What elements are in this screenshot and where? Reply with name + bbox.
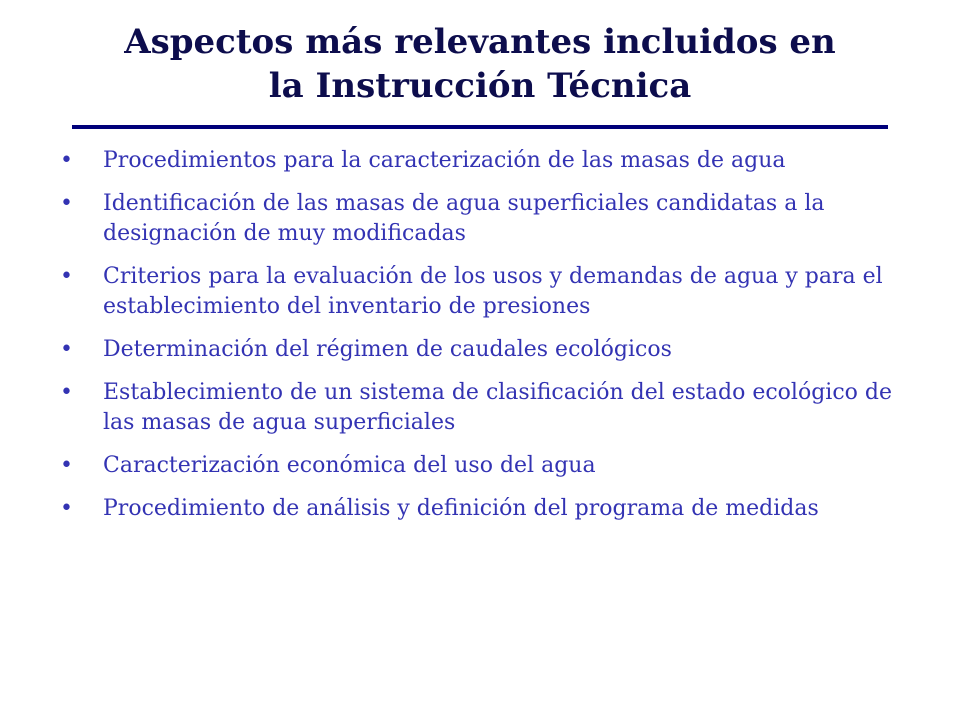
bullet-icon: • xyxy=(60,148,73,173)
bullet-item xyxy=(60,262,930,322)
bullet-icon: • xyxy=(60,264,73,289)
bullet-icon: • xyxy=(60,496,73,521)
title-line-1: Aspectos más relevantes incluidos en xyxy=(124,22,836,62)
bullet-item xyxy=(60,146,930,176)
bullet-text: Procedimiento de análisis y definición del programa de medidas xyxy=(103,496,819,521)
bullet-icon: • xyxy=(60,191,73,216)
bullet-item xyxy=(60,335,930,365)
bullet-text: Determinación del régimen de caudales ecológicos xyxy=(103,337,672,362)
bullet-item xyxy=(60,494,930,524)
bullet-item xyxy=(60,378,930,438)
bullet-icon: • xyxy=(60,453,73,478)
bullet-item xyxy=(60,451,930,481)
bullet-item xyxy=(60,189,930,249)
bullet-text: Identificación de las masas de agua superficiales candidatas a la designación de muy modificadas xyxy=(103,191,825,246)
bullet-list xyxy=(60,146,930,537)
bullet-icon: • xyxy=(60,337,73,362)
title-line-2: la Instrucción Técnica xyxy=(268,66,692,106)
bullet-text: Procedimientos para la caracterización de las masas de agua xyxy=(103,148,786,173)
title-underline xyxy=(72,125,888,129)
bullet-text: Criterios para la evaluación de los usos y demandas de agua y para el establecimiento del inventario de presiones xyxy=(103,264,883,319)
bullet-text: Establecimiento de un sistema de clasificación del estado ecológico de las masas de agua superficiales xyxy=(103,380,892,435)
bullet-icon: • xyxy=(60,380,73,405)
slide-title xyxy=(72,20,888,108)
bullet-text: Caracterización económica del uso del agua xyxy=(103,453,596,478)
